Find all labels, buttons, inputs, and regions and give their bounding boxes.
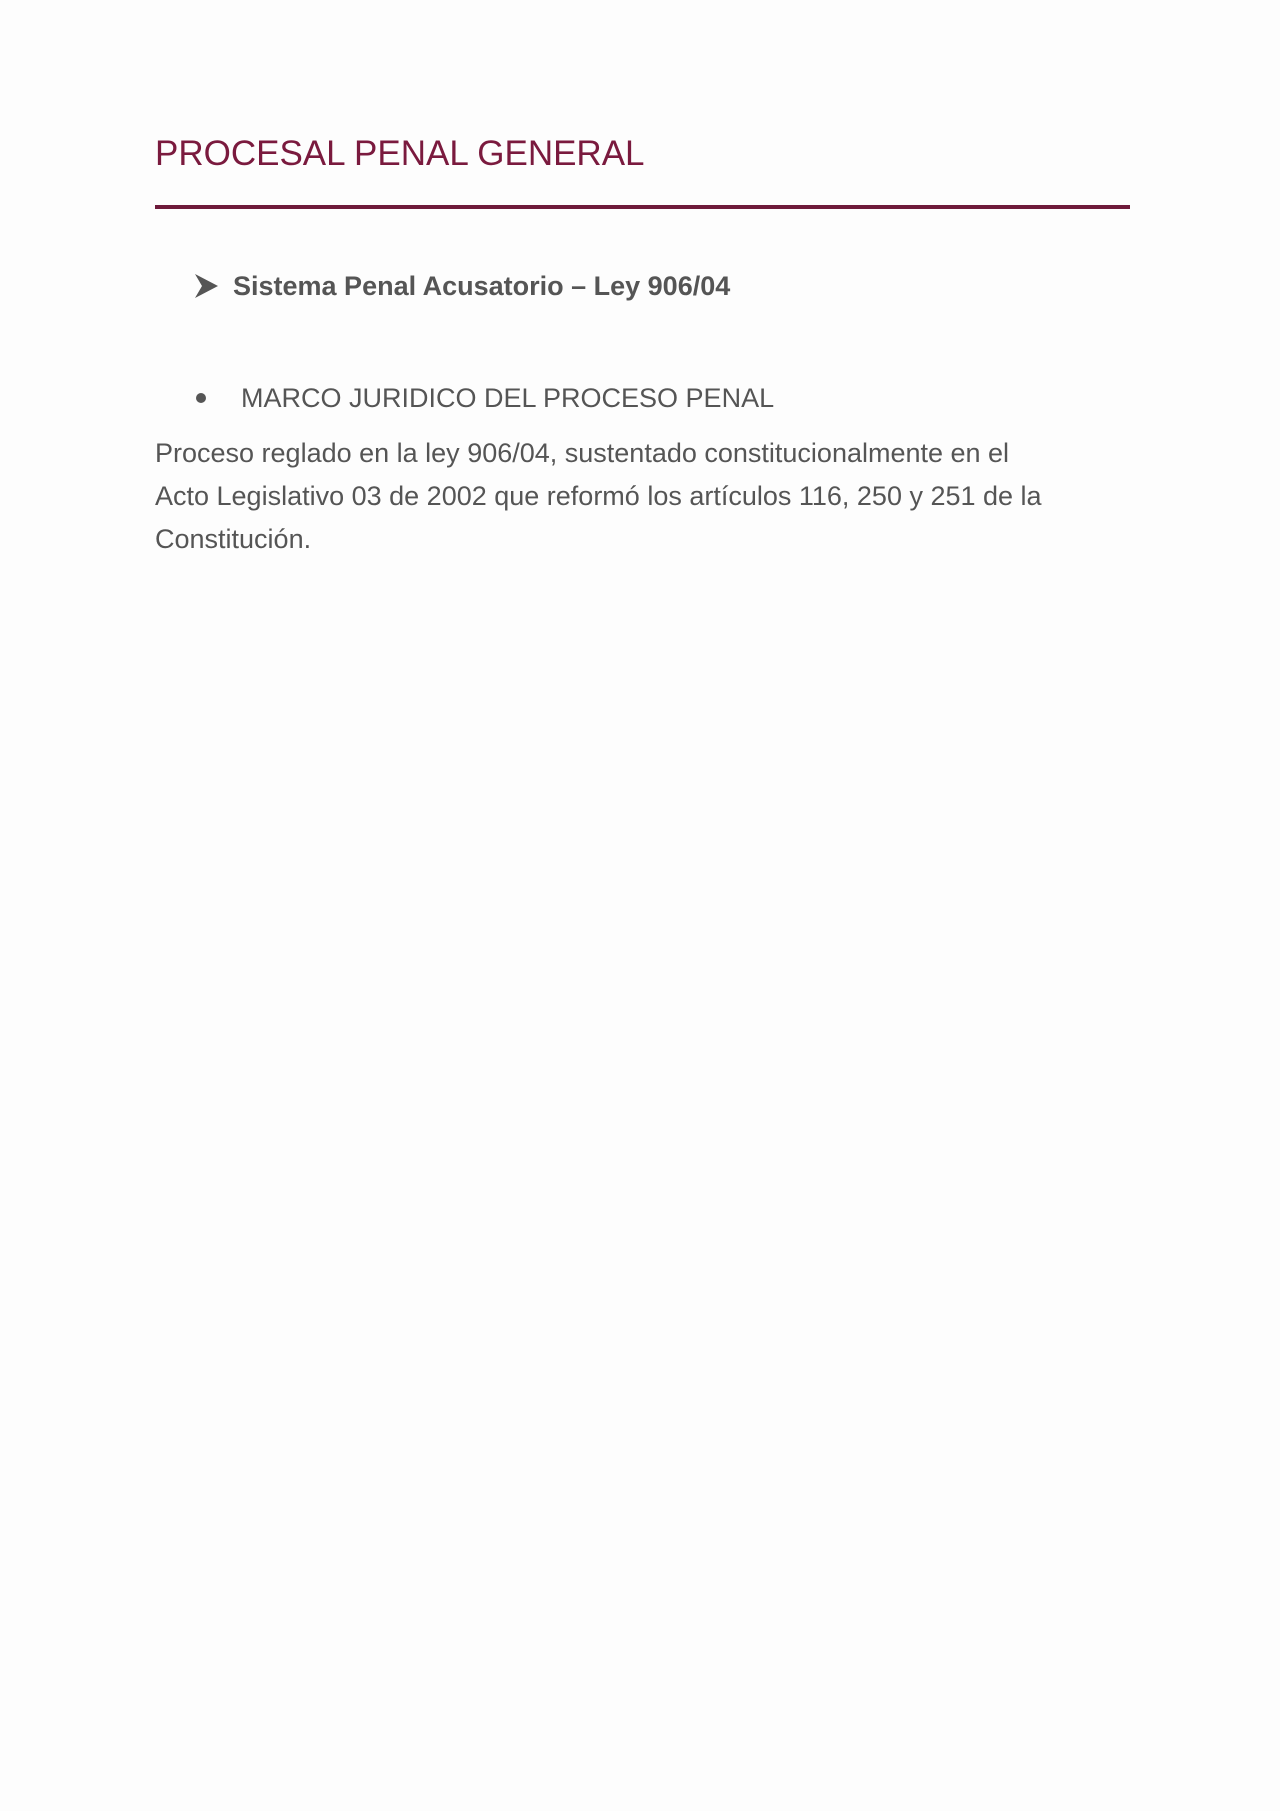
paragraph-line: Proceso reglado en la ley 906/04, sustentado constitucionalmente en el bbox=[155, 438, 1010, 468]
page-title: PROCESAL PENAL GENERAL bbox=[155, 134, 645, 173]
body-paragraph bbox=[155, 432, 1140, 561]
paragraph-line: Acto Legislativo 03 de 2002 que reformó los artículos 116, 250 y 251 de la bbox=[155, 481, 1042, 511]
title-underline bbox=[155, 205, 1130, 209]
bullet-icon bbox=[196, 393, 206, 403]
bullet-list-item bbox=[194, 378, 774, 418]
arrowhead-icon bbox=[194, 273, 219, 299]
paragraph-line: Constitución. bbox=[155, 524, 312, 554]
section-heading-item bbox=[194, 266, 730, 306]
bullet-item-label: MARCO JURIDICO DEL PROCESO PENAL bbox=[241, 382, 775, 413]
section-heading: Sistema Penal Acusatorio – Ley 906/04 bbox=[233, 270, 731, 301]
